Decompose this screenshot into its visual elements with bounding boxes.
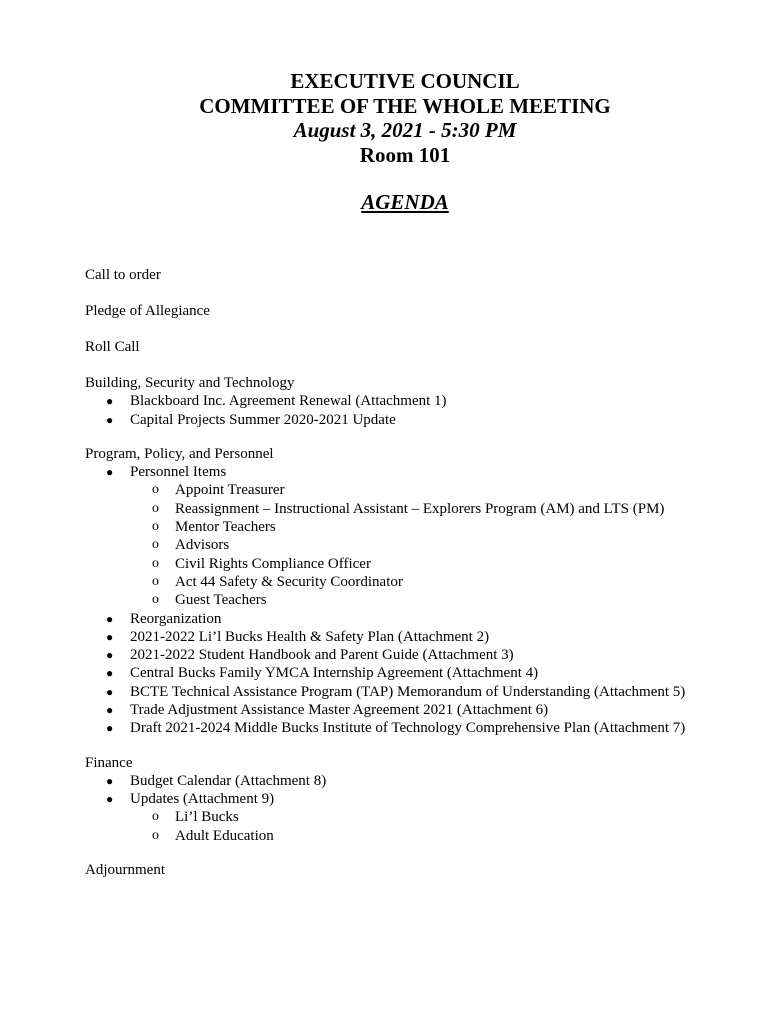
bullet-icon: ● <box>106 721 114 736</box>
bullet-list <box>85 392 750 429</box>
item-adjournment: Adjournment <box>85 862 165 879</box>
header-council: EXECUTIVE COUNCIL <box>290 69 520 93</box>
item-roll-call: Roll Call <box>85 338 140 355</box>
sub-list-item <box>130 573 750 591</box>
list-item-text: Blackboard Inc. Agreement Renewal (Attachment 1) <box>130 393 447 410</box>
bullet-icon: ● <box>106 792 114 807</box>
agenda-heading: AGENDA <box>361 190 449 214</box>
list-item-text: BCTE Technical Assistance Program (TAP) Memorandum of Understanding (Attachment 5) <box>130 683 686 700</box>
sub-list-item <box>130 808 750 826</box>
circle-bullet-icon: o <box>152 555 159 571</box>
list-item-text: Draft 2021-2024 Middle Bucks Institute of Technology Comprehensive Plan (Attachment 7) <box>130 720 686 737</box>
circle-bullet-icon: o <box>152 573 159 589</box>
section-title: Finance <box>85 754 133 771</box>
list-item-text: 2021-2022 Li’l Bucks Health & Safety Plan (Attachment 2) <box>130 628 490 645</box>
sub-list-item <box>130 827 750 845</box>
list-item <box>85 772 750 790</box>
list-item-text: 2021-2022 Student Handbook and Parent Guide (Attachment 3) <box>130 647 514 664</box>
bullet-icon: ● <box>106 684 114 699</box>
bullet-icon: ● <box>106 666 114 681</box>
bullet-icon: ● <box>106 394 114 409</box>
list-item <box>85 683 750 701</box>
sub-list-item <box>130 536 750 554</box>
sub-item-text: Guest Teachers <box>175 592 267 609</box>
bullet-icon: ● <box>106 611 114 626</box>
list-item-text: Budget Calendar (Attachment 8) <box>130 772 327 789</box>
bullet-icon: ● <box>106 412 114 427</box>
circle-bullet-icon: o <box>152 482 159 498</box>
list-item <box>85 411 750 429</box>
list-item <box>85 719 750 737</box>
sub-item-text: Act 44 Safety & Security Coordinator <box>175 573 403 590</box>
sub-item-text: Li’l Bucks <box>175 809 239 826</box>
bullet-icon: ● <box>106 465 114 480</box>
sub-list-item <box>130 500 750 518</box>
section-title: Program, Policy, and Personnel <box>85 445 274 462</box>
list-item-text: Trade Adjustment Assistance Master Agreement 2021 (Attachment 6) <box>130 702 549 718</box>
section-building-security <box>85 374 750 429</box>
sub-item-text: Mentor Teachers <box>175 519 276 536</box>
list-item <box>85 392 750 410</box>
item-call-to-order: Call to order <box>85 267 161 283</box>
item-pledge: Pledge of Allegiance <box>85 302 210 319</box>
list-item <box>85 646 750 664</box>
list-item <box>85 664 750 682</box>
bullet-icon: ● <box>106 629 114 644</box>
circle-bullet-icon: o <box>152 827 159 843</box>
sub-item-text: Adult Education <box>175 827 274 844</box>
list-item <box>85 790 750 845</box>
circle-bullet-icon: o <box>152 537 159 553</box>
circle-bullet-icon: o <box>152 809 159 825</box>
list-item <box>85 628 750 646</box>
section-finance <box>85 754 750 845</box>
header-date: August 3, 2021 - 5:30 PM <box>293 118 517 142</box>
list-item-text: Personnel Items <box>130 464 227 481</box>
bullet-icon: ● <box>106 703 114 717</box>
bullet-list <box>85 772 750 845</box>
section-program-policy <box>85 445 750 738</box>
sub-item-text: Civil Rights Compliance Officer <box>175 555 371 572</box>
bullet-list <box>85 463 750 737</box>
sub-list-item <box>130 591 750 609</box>
sub-list-item <box>130 555 750 573</box>
list-item <box>85 701 750 719</box>
section-title: Building, Security and Technology <box>85 374 295 391</box>
document-header <box>0 69 770 215</box>
sub-item-text: Advisors <box>175 537 230 554</box>
sub-list <box>85 808 750 845</box>
list-item-text: Reorganization <box>130 610 222 627</box>
list-item <box>85 610 750 628</box>
header-room: Room 101 <box>359 142 451 167</box>
header-meeting: COMMITTEE OF THE WHOLE MEETING <box>199 93 611 118</box>
agenda-body <box>85 266 750 897</box>
bullet-icon: ● <box>106 773 114 788</box>
list-item-text: Central Bucks Family YMCA Internship Agreement (Attachment 4) <box>130 665 539 682</box>
bullet-icon: ● <box>106 648 114 663</box>
circle-bullet-icon: o <box>152 592 159 608</box>
list-item-text: Updates (Attachment 9) <box>130 791 275 808</box>
sub-list <box>85 481 750 609</box>
sub-list-item <box>130 481 750 499</box>
circle-bullet-icon: o <box>152 519 159 535</box>
list-item-text: Capital Projects Summer 2020-2021 Update <box>130 411 396 428</box>
list-item <box>85 463 750 609</box>
circle-bullet-icon: o <box>152 500 159 516</box>
sub-list-item <box>130 518 750 536</box>
sub-item-text: Appoint Treasurer <box>175 482 285 499</box>
sub-item-text: Reassignment – Instructional Assistant – Explorers Program (AM) and LTS (PM) <box>175 500 665 517</box>
